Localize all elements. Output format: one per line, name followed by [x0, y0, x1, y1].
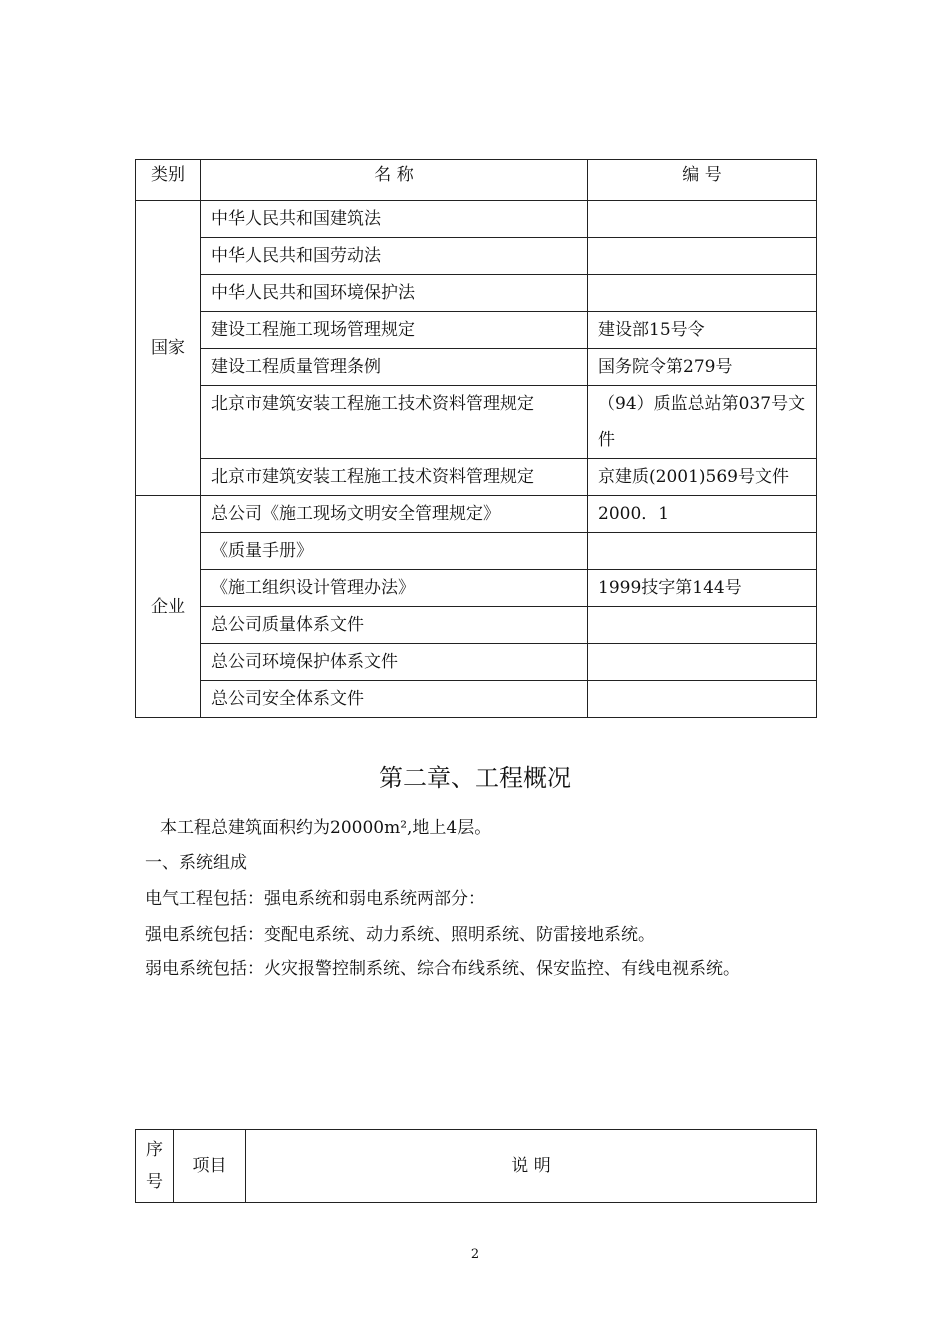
table-row [136, 238, 817, 275]
table-header-row [136, 1130, 817, 1203]
regulation-name: 北京市建筑安装工程施工技术资料管理规定 [201, 386, 588, 459]
table-row [136, 349, 817, 386]
regulation-code [588, 238, 817, 275]
paragraph-strong-current: 强电系统包括：变配电系统、动力系统、照明系统、防雷接地系统。 [145, 925, 655, 945]
table-row [136, 201, 817, 238]
header-item: 项目 [174, 1130, 246, 1203]
table-row [136, 459, 817, 496]
regulation-name: 《质量手册》 [201, 533, 588, 570]
regulation-code: 1999技字第144号 [588, 570, 817, 607]
regulation-code [588, 201, 817, 238]
header-name: 名 称 [201, 160, 588, 201]
category-cell-national: 国家 [136, 201, 201, 496]
regulation-code [588, 681, 817, 718]
category-cell-enterprise: 企业 [136, 496, 201, 718]
table-header-row [136, 160, 817, 201]
paragraph-weak-current: 弱电系统包括：火灾报警控制系统、综合布线系统、保安监控、有线电视系统。 [145, 959, 740, 979]
table-row [136, 496, 817, 533]
regulation-code: 国务院令第279号 [588, 349, 817, 386]
chapter-title: 第二章、工程概况 [379, 764, 571, 792]
regulation-name: 北京市建筑安装工程施工技术资料管理规定 [201, 459, 588, 496]
table-row [136, 533, 817, 570]
regulation-code [588, 533, 817, 570]
regulation-code [588, 275, 817, 312]
paragraph-electrical: 电气工程包括：强电系统和弱电系统两部分： [145, 889, 485, 909]
table-row [136, 570, 817, 607]
regulation-code [588, 644, 817, 681]
table-row [136, 312, 817, 349]
regulations-table [135, 159, 817, 718]
table-row [136, 607, 817, 644]
table-row [136, 644, 817, 681]
table-row [136, 275, 817, 312]
regulation-code: 京建质(2001)569号文件 [588, 459, 817, 496]
regulation-name: 总公司环境保护体系文件 [201, 644, 588, 681]
page-number: 2 [470, 1247, 480, 1262]
paragraph-overview: 本工程总建筑面积约为20000m²,地上4层。 [160, 818, 492, 838]
regulation-name: 总公司《施工现场文明安全管理规定》 [201, 496, 588, 533]
header-code: 编 号 [588, 160, 817, 201]
regulation-name: 总公司安全体系文件 [201, 681, 588, 718]
header-category: 类别 [136, 160, 201, 201]
regulation-code: （94）质监总站第037号文件 [588, 386, 817, 459]
header-desc: 说 明 [246, 1130, 817, 1203]
header-seq-line2: 号 [146, 1172, 163, 1192]
items-table [135, 1129, 817, 1203]
regulation-code: 2000．1 [588, 496, 817, 533]
regulation-name: 建设工程施工现场管理规定 [201, 312, 588, 349]
header-seq [136, 1130, 174, 1203]
header-seq-line1: 序 [146, 1140, 163, 1160]
regulation-code [588, 607, 817, 644]
regulation-name: 中华人民共和国劳动法 [201, 238, 588, 275]
regulation-name: 中华人民共和国环境保护法 [201, 275, 588, 312]
regulation-code: 建设部15号令 [588, 312, 817, 349]
regulation-name: 总公司质量体系文件 [201, 607, 588, 644]
section-heading: 一、系统组成 [145, 853, 247, 873]
regulation-name: 建设工程质量管理条例 [201, 349, 588, 386]
table-row [136, 681, 817, 718]
regulation-name: 《施工组织设计管理办法》 [201, 570, 588, 607]
regulation-name: 中华人民共和国建筑法 [201, 201, 588, 238]
